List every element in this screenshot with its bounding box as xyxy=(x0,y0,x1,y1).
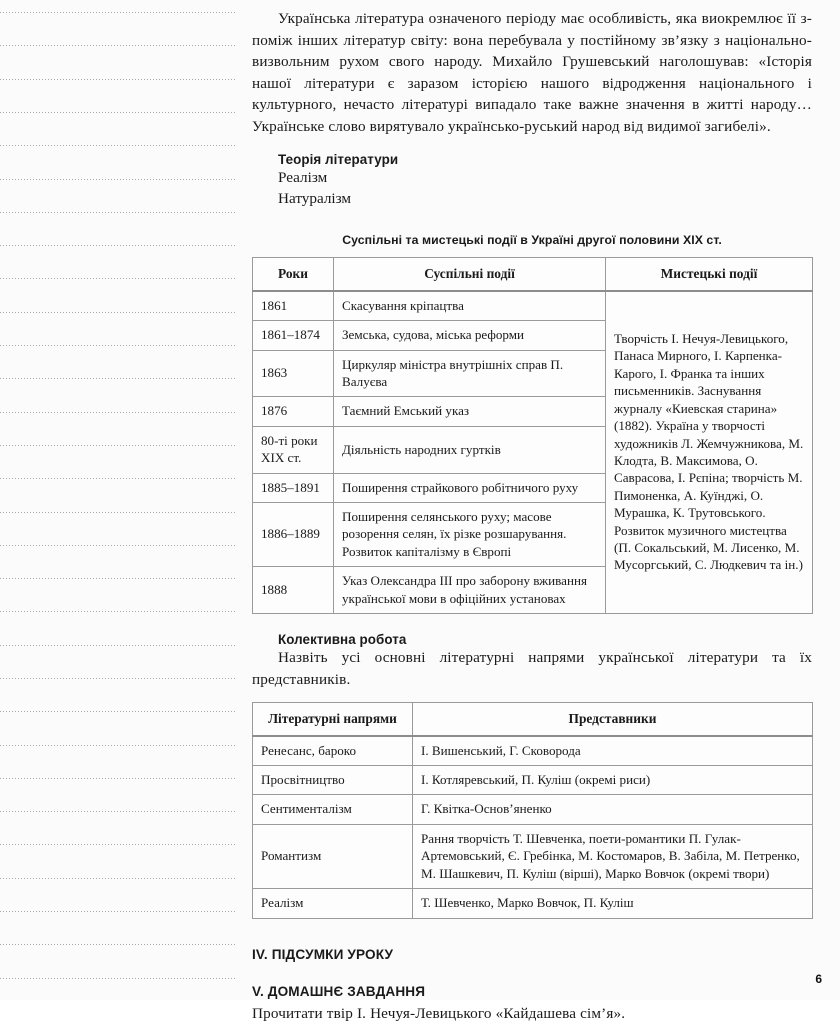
note-rule-line xyxy=(0,79,236,80)
homework-heading: V. ДОМАШНЄ ЗАВДАННЯ xyxy=(252,984,812,999)
cell-representatives: І. Котляревський, П. Куліш (окремі риси) xyxy=(413,766,813,795)
note-rule-line xyxy=(0,378,236,379)
table-header-row xyxy=(253,703,813,736)
note-rule-line xyxy=(0,112,236,113)
note-rule-line xyxy=(0,578,236,579)
cell-years: 80-ті роки XIX ст. xyxy=(253,426,334,473)
events-table xyxy=(252,257,813,614)
col-header-directions: Літературні напрями xyxy=(253,703,413,736)
note-rule-line xyxy=(0,179,236,180)
cell-art-events: Творчість І. Нечуя-Левицького, Панаса Мирного, І. Карпенка-Карого, І. Франка та інших письменників. Заснування журналу «Киевская старина» (1882). Україна у творчості художників Л. Жемчужникова, М. Клодта, В. Максимова, О. Саврасова, І. Рєпіна; творчість М. Пимоненка, А. Куїнджі, О. Мурашка, К. Трутовського. Розвиток музичного мистецтва (П. Сокальський, М. Лисенко, М. Мусоргський, С. Людкевич та ін.) xyxy=(606,291,813,614)
note-rule-line xyxy=(0,445,236,446)
note-rule-line xyxy=(0,711,236,712)
lesson-summary-heading: IV. ПІДСУМКИ УРОКУ xyxy=(252,947,812,962)
theory-heading: Теорія літератури xyxy=(252,152,812,167)
cell-social-event: Діяльність народних гуртків xyxy=(334,426,606,473)
collective-work-heading: Колективна робота xyxy=(252,632,812,647)
note-rule-line xyxy=(0,978,236,979)
col-header-representatives: Представники xyxy=(413,703,813,736)
theory-term-realism: Реалізм xyxy=(252,167,812,188)
table-row xyxy=(253,889,813,918)
note-rule-line xyxy=(0,545,236,546)
cell-direction: Ренесанс, бароко xyxy=(253,736,413,766)
note-rule-line xyxy=(0,12,236,13)
table-row xyxy=(253,291,813,321)
note-rule-line xyxy=(0,478,236,479)
cell-direction: Романтизм xyxy=(253,824,413,888)
homework-text: Прочитати твір І. Нечуя-Левицького «Кайдашева сім’я». xyxy=(252,1003,812,1024)
cell-social-event: Поширення страйкового робітничого руху xyxy=(334,473,606,502)
note-rule-line xyxy=(0,312,236,313)
cell-representatives: І. Вишенський, Г. Сковорода xyxy=(413,736,813,766)
note-rule-line xyxy=(0,778,236,779)
cell-years: 1861–1874 xyxy=(253,321,334,350)
page-number: 6 xyxy=(815,972,822,986)
col-header-social-events: Суспільні події xyxy=(334,258,606,291)
collective-work-section xyxy=(252,632,812,690)
cell-representatives: Т. Шевченко, Марко Вовчок, П. Куліш xyxy=(413,889,813,918)
cell-social-event: Скасування кріпацтва xyxy=(334,291,606,321)
cell-social-event: Указ Олександра III про заборону вживання української мови в офіційних установах xyxy=(334,567,606,614)
note-rule-line xyxy=(0,878,236,879)
cell-direction: Реалізм xyxy=(253,889,413,918)
collective-work-task: Назвіть усі основні літературні напрями української літератури та їх представників. xyxy=(252,647,812,690)
table-row xyxy=(253,795,813,824)
cell-years: 1885–1891 xyxy=(253,473,334,502)
note-rule-line xyxy=(0,145,236,146)
note-rule-line xyxy=(0,45,236,46)
cell-years: 1888 xyxy=(253,567,334,614)
note-rule-line xyxy=(0,512,236,513)
page-content-column xyxy=(252,0,812,1024)
theory-term-naturalism: Натуралізм xyxy=(252,188,812,209)
cell-social-event: Поширення селянського руху; масове розорення селян, їх різке розшарування. Розвиток капіталізму в Європі xyxy=(334,503,606,567)
intro-block xyxy=(252,0,812,138)
intro-paragraph: Українська література означеного періоду має особливість, яка виокремлює її з-поміж інших літератур світу: вона перебувала у постійному зв’язку з національно-визвольним рухом свого народу. Михайло Грушевський наголошував: «Історія нашої літератури є заразом історією нашого відродження національного і культурного, нечасто літературі випадало таке важне значення в житті народу… Українське слово вирятувало українсько-руський народ від видимої загибелі». xyxy=(252,8,812,138)
col-header-years: Роки xyxy=(253,258,334,291)
cell-representatives: Рання творчість Т. Шевченка, поети-романтики П. Гулак-Артемовський, Є. Гребінка, М. Костомаров, В. Забіла, М. Петренко, М. Шашкевич, П. Куліш (вірші), Марко Вовчок (окремі твори) xyxy=(413,824,813,888)
note-rule-line xyxy=(0,278,236,279)
note-rule-line xyxy=(0,245,236,246)
margin-note-rules xyxy=(0,0,236,1000)
note-rule-line xyxy=(0,611,236,612)
table-row xyxy=(253,824,813,888)
note-rule-line xyxy=(0,911,236,912)
note-rule-line xyxy=(0,212,236,213)
cell-years: 1863 xyxy=(253,350,334,397)
cell-social-event: Циркуляр міністра внутрішніх справ П. Валуєва xyxy=(334,350,606,397)
note-rule-line xyxy=(0,645,236,646)
cell-social-event: Земська, судова, міська реформи xyxy=(334,321,606,350)
note-rule-line xyxy=(0,345,236,346)
table-header-row xyxy=(253,258,813,291)
note-rule-line xyxy=(0,678,236,679)
col-header-art-events: Мистецькі події xyxy=(606,258,813,291)
table-row xyxy=(253,766,813,795)
cell-representatives: Г. Квітка-Основ’яненко xyxy=(413,795,813,824)
note-rule-line xyxy=(0,811,236,812)
note-rule-line xyxy=(0,944,236,945)
cell-years: 1876 xyxy=(253,397,334,426)
cell-years: 1886–1889 xyxy=(253,503,334,567)
cell-social-event: Таємний Емський указ xyxy=(334,397,606,426)
table-row xyxy=(253,736,813,766)
cell-direction: Просвітництво xyxy=(253,766,413,795)
literary-directions-table xyxy=(252,702,813,918)
cell-direction: Сентименталізм xyxy=(253,795,413,824)
cell-years: 1861 xyxy=(253,291,334,321)
note-rule-line xyxy=(0,412,236,413)
note-rule-line xyxy=(0,844,236,845)
events-table-caption: Суспільні та мистецькі події в Україні другої половини XIX ст. xyxy=(252,233,812,247)
theory-section xyxy=(252,152,812,210)
note-rule-line xyxy=(0,745,236,746)
